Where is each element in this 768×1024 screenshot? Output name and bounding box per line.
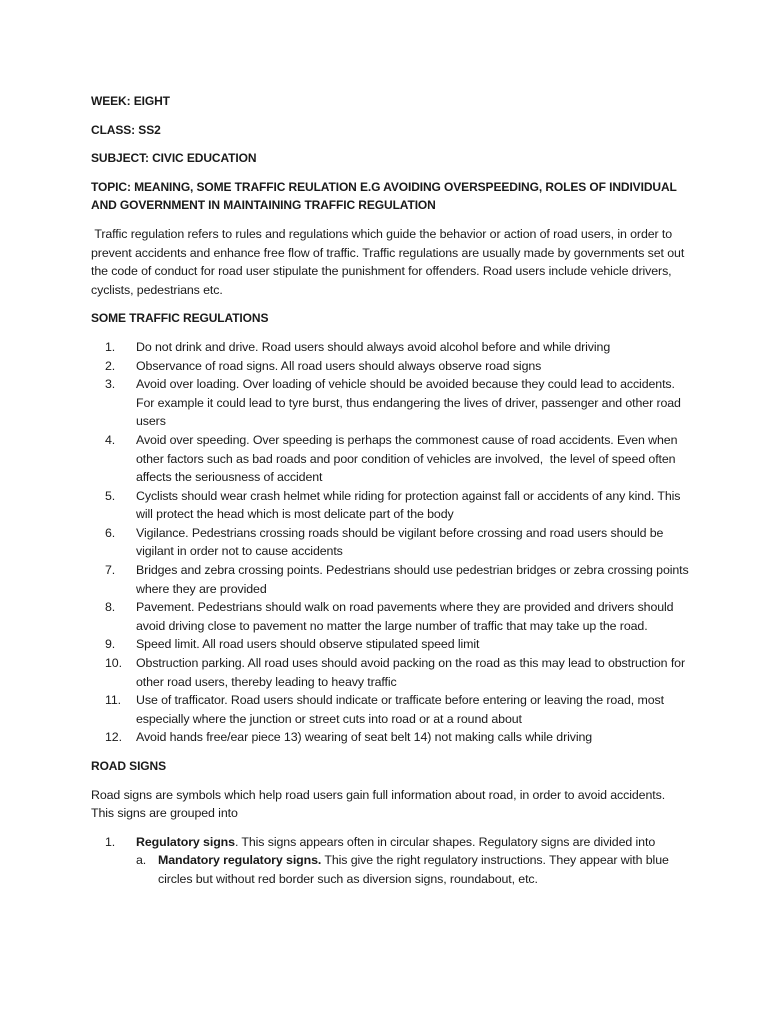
list-number: 8. [105,600,116,615]
list-item [91,431,691,487]
sub-list-letter: a. [136,853,147,868]
list-item [91,598,691,635]
list-text: Avoid over loading. Over loading of vehicle should be avoided because they could lead to accidents. For example it could lead to tyre burst, thus endangering the lives of driver, passenger and other road users [136,377,681,429]
road-signs-heading: ROAD SIGNS [91,759,167,773]
regulations-heading: SOME TRAFFIC REGULATIONS [91,311,269,326]
list-number: 9. [105,637,116,652]
list-text: Vigilance. Pedestrians crossing roads should be vigilant before crossing and road users should be vigilant in order not to cause accidents [136,525,664,559]
sub-list-item [136,851,691,888]
list-number: 7. [105,563,116,578]
list-number: 3. [105,377,116,392]
topic-heading: TOPIC: MEANING, SOME TRAFFIC REULATION E.G AVOIDING OVERSPEEDING, ROLES OF INDIVIDUAL AND GOVERNMENT IN MAINTAINING TRAFFIC REGULATION [91,179,677,213]
list-item-title: Regulatory signs [136,834,235,849]
list-number: 4. [105,432,116,447]
list-number: 2. [105,358,116,373]
regulations-list [91,338,691,747]
list-number: 11. [105,693,122,708]
list-item [91,561,691,598]
list-item [91,375,691,431]
road-signs-list [91,833,691,889]
sub-item-title: Mandatory regulatory signs. [158,853,322,868]
document-page [91,92,691,899]
list-text: Pavement. Pedestrians should walk on road pavements where they are provided and drivers should avoid driving close to pavement no matter the large number of traffic that may take up the road. [136,600,674,633]
list-text: Observance of road signs. All road users should always observe road signs [136,358,542,373]
list-text: Use of trafficator. Road users should indicate or trafficate before entering or leaving the road, most especially where the junction or street cuts into road or at a round about [136,693,664,726]
list-number: 1. [105,834,116,849]
list-number: 6. [105,525,116,540]
list-text: Avoid over speeding. Over speeding is perhaps the commonest cause of road accidents. Even when other factors such as bad roads and poor condition of vehicles are involved, the level of speed often affects the seriousness of accident [136,432,681,485]
list-number: 10. [105,656,122,671]
list-item [91,654,691,691]
road-signs-intro: Road signs are symbols which help road users gain full information about road, in order to avoid accidents. This signs are grouped into [91,787,666,821]
list-text: Obstruction parking. All road uses should avoid packing on the road as this may lead to obstruction for other road users, thereby leading to heavy traffic [136,656,685,689]
intro-paragraph: Traffic regulation refers to rules and regulations which guide the behavior or action of road users, in order to prevent accidents and enhance free flow of traffic. Traffic regulations are usually made by governments set out the code of conduct for road user stipulate the punishment for offenders. Road users include vehicle drivers, cyclists, pedestrians etc. [91,226,688,297]
list-item [91,357,691,376]
list-text: . This signs appears often in circular shapes. Regulatory signs are divided into [234,834,656,849]
list-number: 5. [105,488,116,503]
list-item [91,338,691,357]
list-number: 1. [105,339,116,354]
list-text: Do not drink and drive. Road users should always avoid alcohol before and while driving [136,339,611,354]
list-item [91,635,691,654]
list-item [91,487,691,524]
list-number: 12. [105,730,122,745]
list-item [91,728,691,747]
list-text: Cyclists should wear crash helmet while riding for protection against fall or accidents of any kind. This will protect the head which is most delicate part of the body [136,488,681,522]
list-text: Bridges and zebra crossing points. Pedestrians should use pedestrian bridges or zebra crossing points where they are provided [136,563,689,596]
list-text: Speed limit. All road users should observe stipulated speed limit [136,637,480,652]
sub-list [136,851,691,888]
list-item [91,524,691,561]
class-heading: CLASS: SS2 [91,122,161,137]
list-item [91,691,691,728]
subject-heading: SUBJECT: CIVIC EDUCATION [91,151,257,166]
week-heading: WEEK: EIGHT [91,94,170,108]
sub-item-text: This give the right regulatory instructions. They appear with blue circles but without red border such as diversion signs, roundabout, etc. [158,853,673,886]
list-text: Avoid hands free/ear piece 13) wearing of seat belt 14) not making calls while driving [136,730,593,745]
list-item [91,833,691,889]
